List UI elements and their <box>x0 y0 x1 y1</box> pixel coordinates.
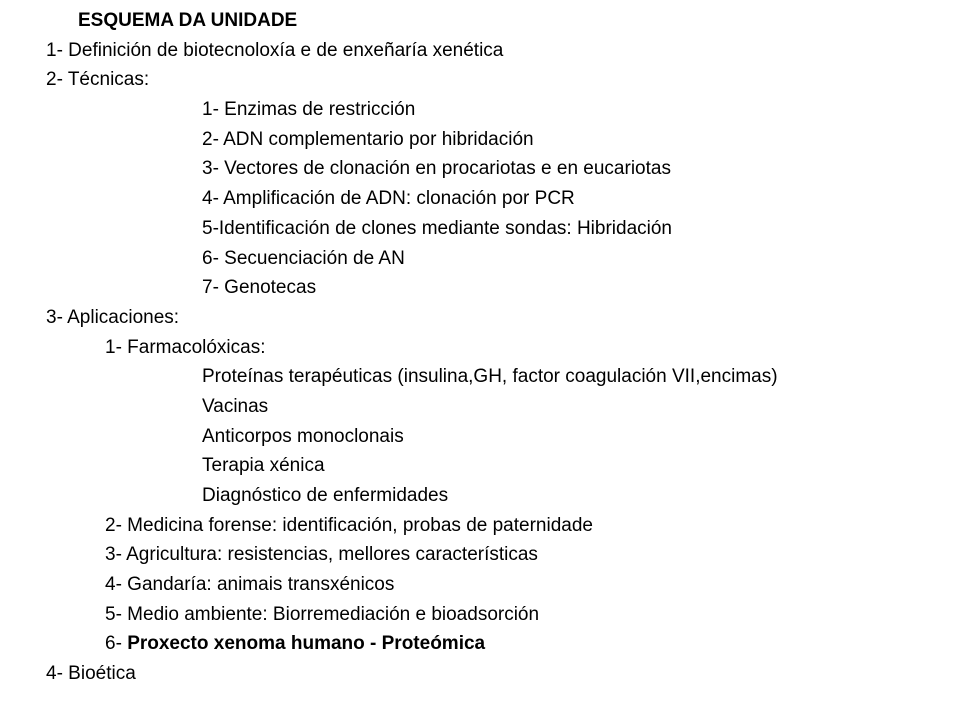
outline-item: 7- Genotecas <box>202 277 317 299</box>
outline-item: Vacinas <box>202 395 269 417</box>
outline-item <box>0 629 960 659</box>
page-title: ESQUEMA DA UNIDADE <box>78 10 298 31</box>
outline-item: 2- ADN complementario por hibridación <box>202 128 534 150</box>
outline-item: 4- Bioética <box>46 663 136 685</box>
outline-item: 1- Enzimas de restricción <box>202 99 416 121</box>
outline-item: Diagnóstico de enfermidades <box>202 485 449 506</box>
outline-item: 2- Medicina forense: identificación, probas de paternidade <box>105 514 593 536</box>
outline-item: Proteínas terapéuticas (insulina,GH, factor coagulación VII,encimas) <box>202 366 778 388</box>
outline-item: 4- Gandaría: animais transxénicos <box>105 574 395 596</box>
outline-item: 3- Vectores de clonación en procariotas e en eucariotas <box>202 158 671 180</box>
outline-item: 5- Medio ambiente: Biorremediación e bioadsorción <box>105 603 540 625</box>
outline-item: 3- Agricultura: resistencias, mellores características <box>105 544 538 566</box>
outline-item: Terapia xénica <box>202 455 325 477</box>
outline-item: 4- Amplificación de ADN: clonación por PCR <box>202 188 575 210</box>
outline-item-emphasis: Proxecto xenoma humano - Proteómica <box>127 633 486 655</box>
outline-item-prefix: 6- <box>105 633 128 655</box>
outline-item: 2- Técnicas: <box>46 69 150 91</box>
outline-item: Anticorpos monoclonais <box>202 425 404 447</box>
outline-item: 3- Aplicaciones: <box>46 306 180 328</box>
outline-item: 1- Definición de biotecnoloxía e de enxeñaría xenética <box>46 39 504 61</box>
outline-item: 5-Identificación de clones mediante sondas: Hibridación <box>202 217 672 239</box>
outline-item: 1- Farmacolóxicas: <box>105 336 266 358</box>
unit-outline <box>0 6 960 689</box>
outline-item: 6- Secuenciación de AN <box>202 247 405 269</box>
